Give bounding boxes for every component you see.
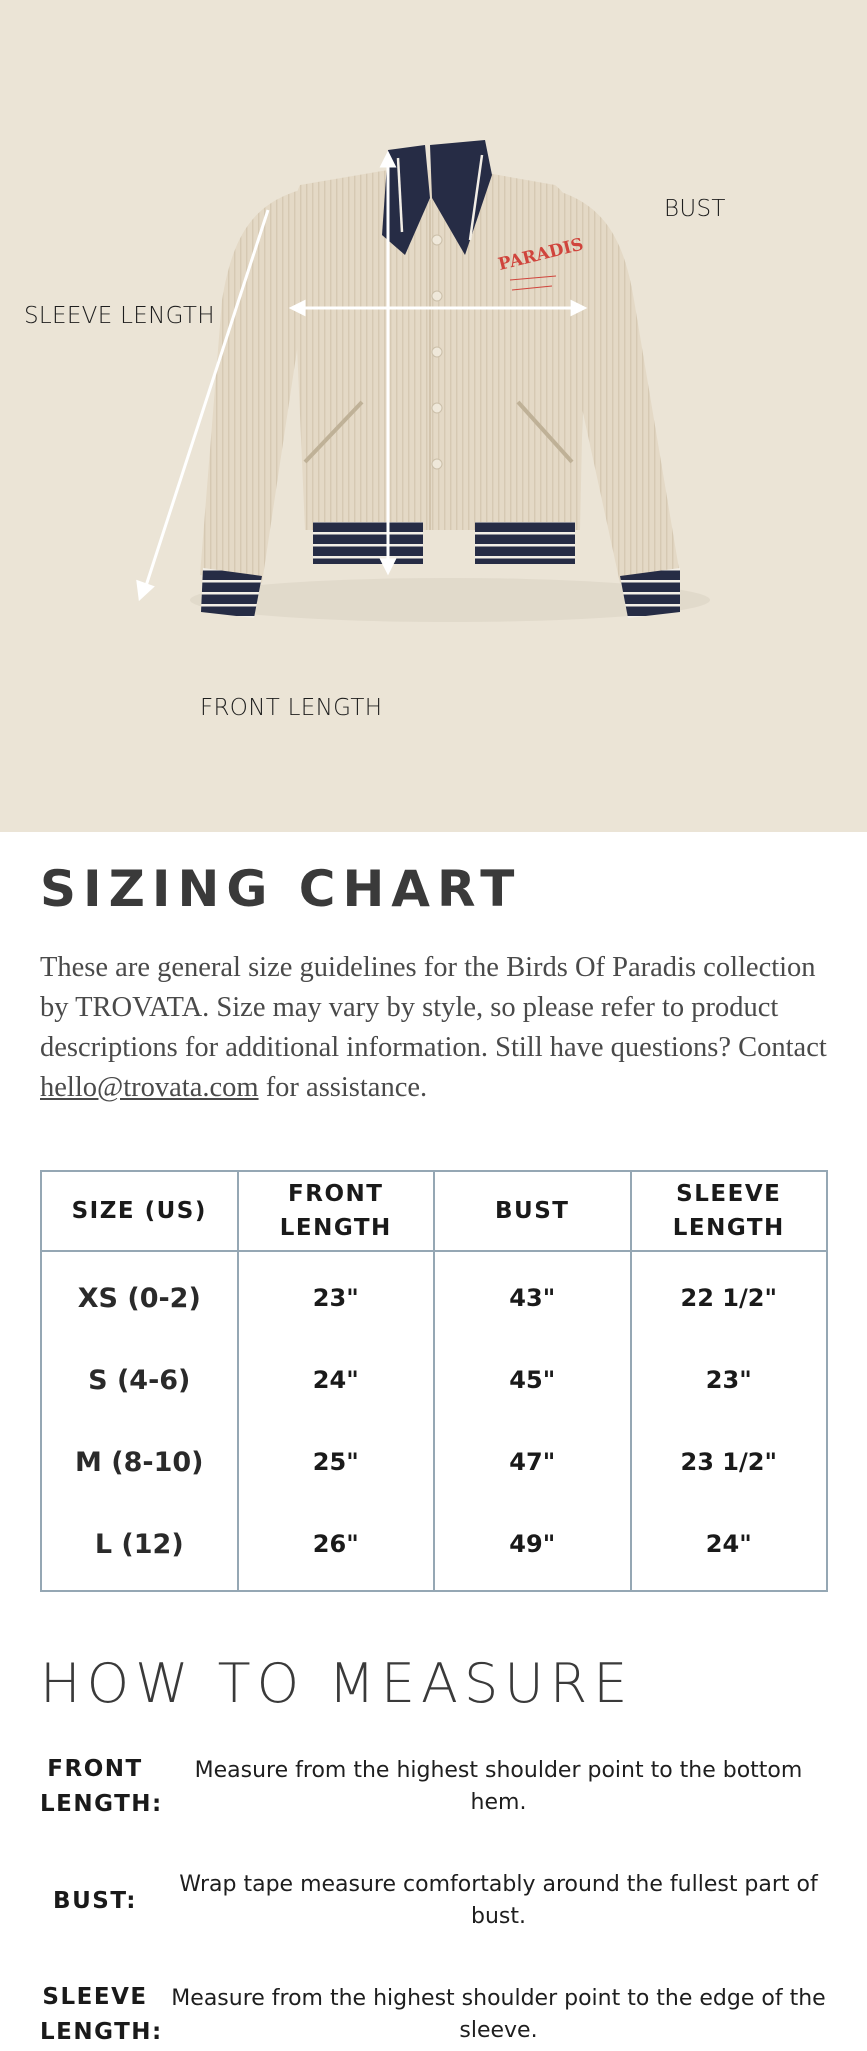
size-cell: M (8-10): [41, 1421, 238, 1503]
measure-definition: Wrap tape measure comfortably around the fullest part of bust.: [179, 1872, 818, 1929]
sizing-content: [0, 832, 867, 2051]
bust-cell: 49": [434, 1503, 631, 1591]
sleeve-length-label: SLEEVE LENGTH: [24, 303, 215, 329]
table-row: [41, 1339, 827, 1421]
bust-cell: 47": [434, 1421, 631, 1503]
header-sleeve-length: SLEEVE LENGTH: [631, 1171, 828, 1251]
measure-item-front-length: [40, 1751, 827, 1823]
email-link[interactable]: hello@trovata.com: [40, 1072, 259, 1103]
table-row: [41, 1503, 827, 1591]
description-text: These are general size guidelines for the Birds Of Paradis collection by TROVATA. Size may vary by style, so please refer to product descriptions for additional information. Still have questions? Contact: [40, 952, 827, 1063]
product-hero: [0, 0, 867, 832]
sleeve-length-cell: 22 1/2": [631, 1251, 828, 1339]
sizing-table: [40, 1170, 828, 1592]
measure-definition: Measure from the highest shoulder point to the edge of the sleeve.: [171, 1986, 826, 2043]
bust-cell: 43": [434, 1251, 631, 1339]
size-cell: XS (0-2): [41, 1251, 238, 1339]
sleeve-arrowhead: [138, 582, 152, 598]
description-suffix: for assistance.: [258, 1072, 428, 1103]
measure-item-sleeve-length: [40, 1979, 827, 2051]
size-cell: S (4-6): [41, 1339, 238, 1421]
how-to-measure-title: HOW TO MEASURE: [40, 1652, 634, 1715]
header-bust: BUST: [434, 1171, 631, 1251]
table-row: [41, 1421, 827, 1503]
sleeve-length-cell: 23": [631, 1339, 828, 1421]
sizing-chart-title: SIZING CHART: [40, 860, 522, 918]
header-size: SIZE (US): [41, 1171, 238, 1251]
measure-term: SLEEVE LENGTH:: [40, 1984, 163, 2045]
table-row: [41, 1251, 827, 1339]
size-cell: L (12): [41, 1503, 238, 1591]
left-sleeve: [200, 190, 300, 583]
sleeve-length-cell: 24": [631, 1503, 828, 1591]
sizing-description: [40, 948, 827, 1108]
measure-term: BUST:: [53, 1887, 137, 1914]
jacket-logo: PARADIS: [496, 234, 586, 276]
sleeve-length-cell: 23 1/2": [631, 1421, 828, 1503]
left-cuff: [201, 568, 262, 618]
table-header-row: [41, 1171, 827, 1251]
front-length-cell: 23": [238, 1251, 435, 1339]
jacket-illustration: [0, 0, 867, 832]
measure-term: FRONT LENGTH:: [40, 1756, 163, 1817]
front-length-cell: 24": [238, 1339, 435, 1421]
measure-definition: Measure from the highest shoulder point to the bottom hem.: [194, 1758, 803, 1815]
front-length-cell: 25": [238, 1421, 435, 1503]
header-front-length: FRONT LENGTH: [238, 1171, 435, 1251]
front-arrowhead-bottom: [382, 560, 394, 572]
bust-cell: 45": [434, 1339, 631, 1421]
hem-band-left: [313, 522, 423, 564]
front-length-label: FRONT LENGTH: [200, 695, 383, 721]
front-length-cell: 26": [238, 1503, 435, 1591]
hem-band-right: [475, 522, 575, 564]
bust-label: BUST: [664, 196, 726, 222]
measure-item-bust: [40, 1865, 827, 1937]
right-cuff: [620, 568, 680, 618]
